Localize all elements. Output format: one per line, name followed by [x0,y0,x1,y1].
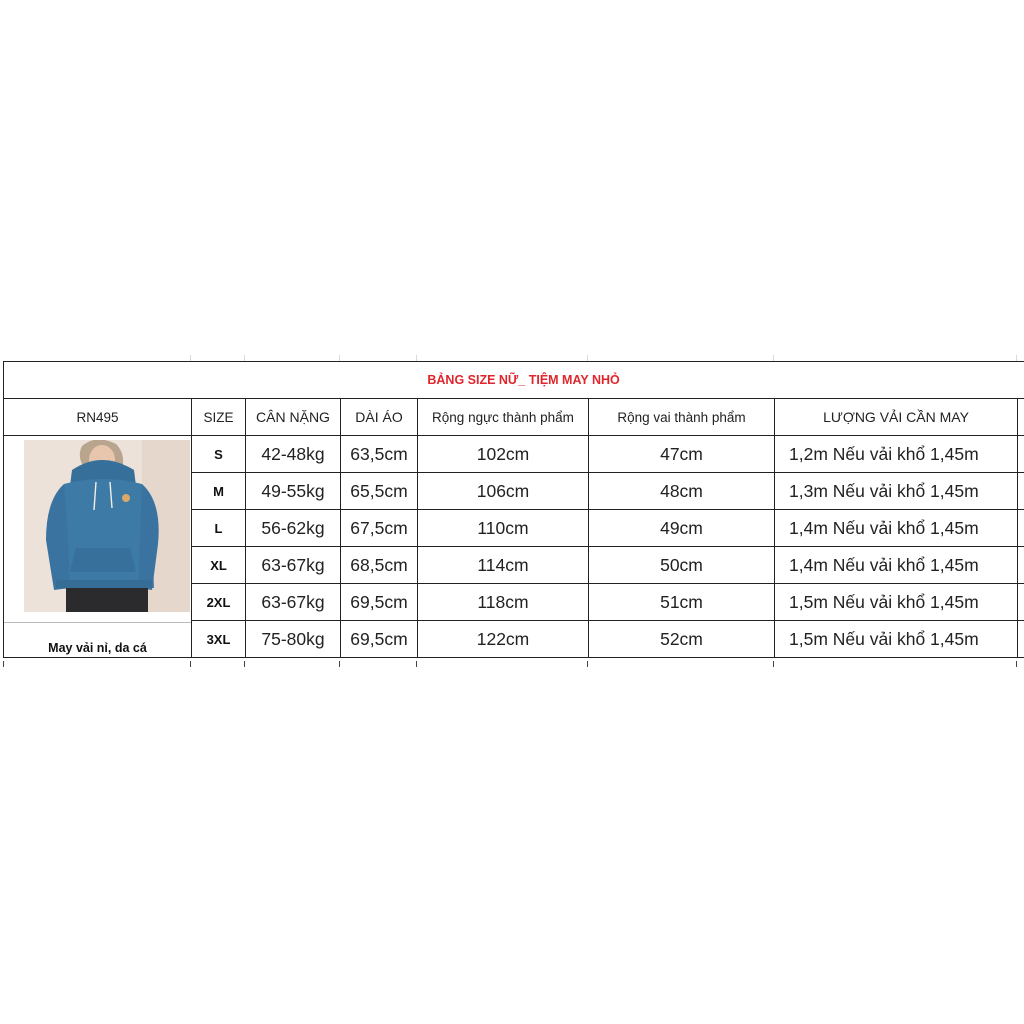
size-cell: S [192,436,246,473]
empty-cell [1018,436,1024,473]
product-photo-cell [4,436,192,658]
weight-cell: 49-55kg [246,473,341,510]
length-cell: 65,5cm [341,473,418,510]
fabric-cell: 1,4m Nếu vải khổ 1,45m [775,510,1018,547]
length-cell: 69,5cm [341,584,418,621]
empty-cell [1018,547,1024,584]
caption-divider [4,622,191,623]
size-cell: XL [192,547,246,584]
size-cell: M [192,473,246,510]
product-photo [24,440,190,612]
table-row [4,436,1024,473]
weight-cell: 42-48kg [246,436,341,473]
spreadsheet-gridlines-bottom [0,661,1024,667]
hoodie-model-image [24,440,190,612]
header-shoulder: Rộng vai thành phẩm [589,399,775,436]
header-size: SIZE [192,399,246,436]
chest-cell: 114cm [418,547,589,584]
empty-cell [1018,584,1024,621]
header-product-code: RN495 [4,399,192,436]
shoulder-cell: 50cm [589,547,775,584]
fabric-cell: 1,2m Nếu vải khổ 1,45m [775,436,1018,473]
size-chart-sheet [0,355,1024,667]
chest-cell: 106cm [418,473,589,510]
shoulder-cell: 51cm [589,584,775,621]
empty-cell [1018,473,1024,510]
header-row [4,399,1024,436]
header-length: DÀI ÁO [341,399,418,436]
fabric-cell: 1,5m Nếu vải khổ 1,45m [775,621,1018,658]
length-cell: 68,5cm [341,547,418,584]
weight-cell: 63-67kg [246,547,341,584]
header-chest: Rộng ngực thành phẩm [418,399,589,436]
chest-cell: 122cm [418,621,589,658]
header-fabric: LƯỢNG VẢI CẦN MAY [775,399,1018,436]
weight-cell: 56-62kg [246,510,341,547]
table-title: BẢNG SIZE NỮ_ TIỆM MAY NHỎ [4,362,1024,399]
size-cell: 3XL [192,621,246,658]
shoulder-cell: 47cm [589,436,775,473]
chest-cell: 102cm [418,436,589,473]
size-table [3,361,1024,658]
length-cell: 63,5cm [341,436,418,473]
fabric-cell: 1,4m Nếu vải khổ 1,45m [775,547,1018,584]
length-cell: 69,5cm [341,621,418,658]
chest-cell: 110cm [418,510,589,547]
fabric-cell: 1,3m Nếu vải khổ 1,45m [775,473,1018,510]
shoulder-cell: 49cm [589,510,775,547]
size-cell: L [192,510,246,547]
empty-cell [1018,510,1024,547]
chest-cell: 118cm [418,584,589,621]
weight-cell: 75-80kg [246,621,341,658]
size-cell: 2XL [192,584,246,621]
length-cell: 67,5cm [341,510,418,547]
shoulder-cell: 52cm [589,621,775,658]
header-weight: CÂN NẶNG [246,399,341,436]
fabric-cell: 1,5m Nếu vải khổ 1,45m [775,584,1018,621]
weight-cell: 63-67kg [246,584,341,621]
fabric-caption: May vải nỉ, da cá [48,641,147,655]
empty-cell [1018,621,1024,658]
shoulder-cell: 48cm [589,473,775,510]
header-empty [1018,399,1024,436]
